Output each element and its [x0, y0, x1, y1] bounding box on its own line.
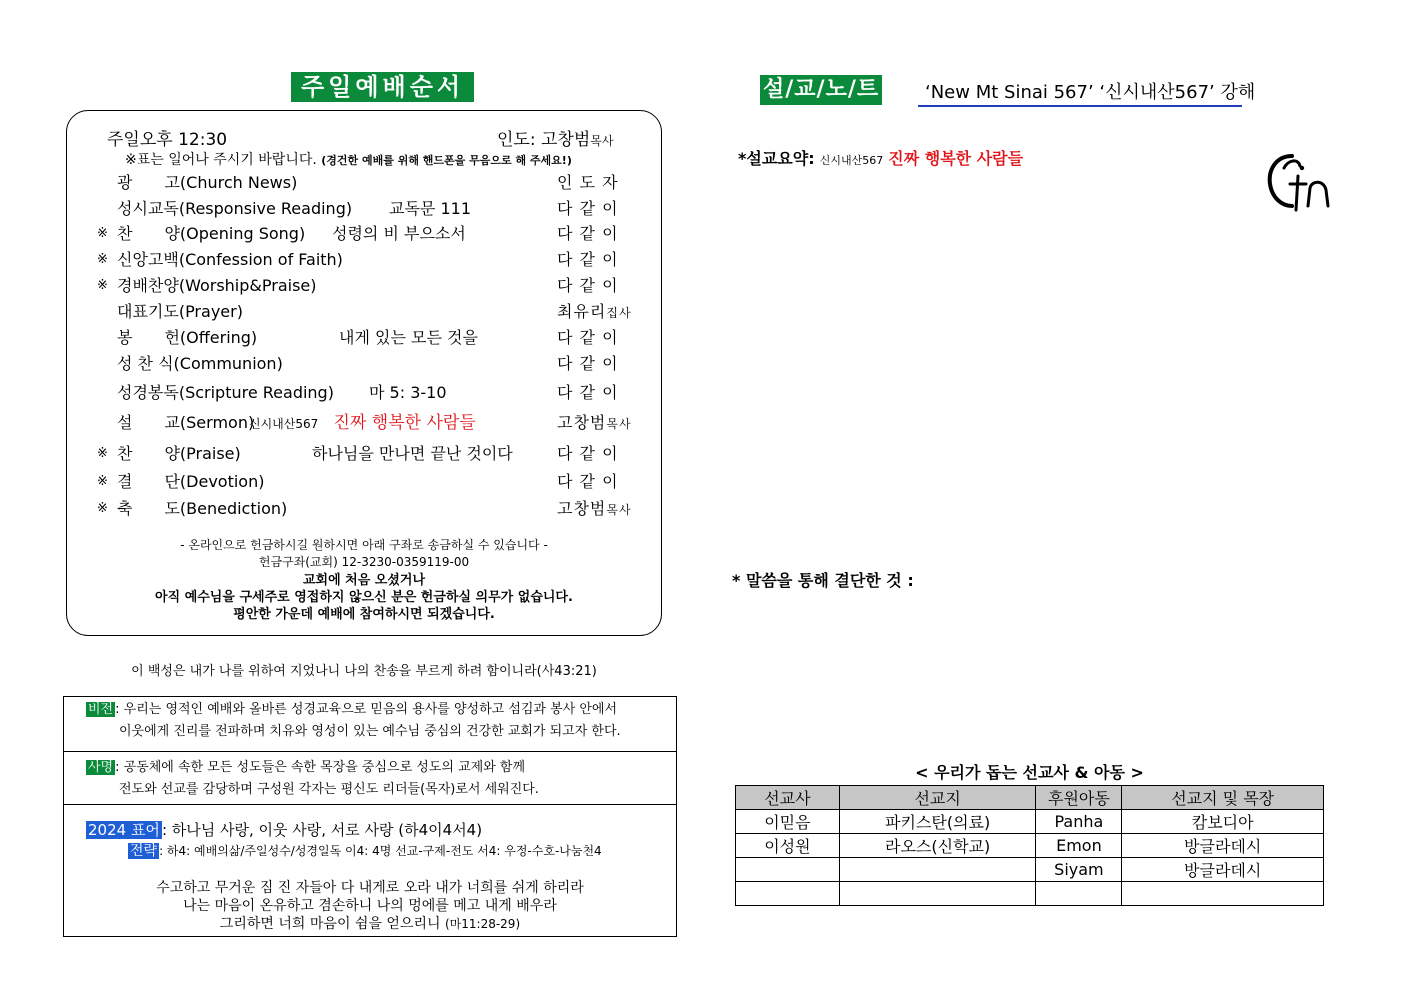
order-item-leader: 인 도 자	[557, 173, 619, 192]
sermon-title: 진짜 행복한 사람들	[333, 413, 476, 433]
order-item-leader: 다 같 이	[557, 224, 619, 243]
mission-tag: 사명	[88, 760, 114, 775]
order-item	[67, 197, 661, 221]
order-item	[67, 274, 661, 298]
order-item-detail: 성령의 비 부으소서	[332, 224, 466, 243]
table-row	[736, 834, 1324, 858]
order-item-label: 설 교(Sermon)	[117, 413, 255, 432]
standing-mark: ※	[97, 501, 108, 516]
order-item-leader: 고창범목사	[557, 413, 632, 432]
table-cell: Emon	[1036, 834, 1122, 858]
offering-account: 헌금구좌(교회) 12-3230-0359119-00	[258, 555, 470, 569]
welcome-line-3: 평안한 가운데 예배에 참여하시면 되겠습니다.	[233, 607, 495, 622]
standing-mark: ※	[97, 226, 108, 241]
order-of-service-box	[66, 110, 662, 636]
missions-title: < 우리가 돕는 선교사 & 아동 >	[915, 763, 1144, 782]
vision-tag: 비전	[88, 702, 114, 717]
sermon-summary: *설교요약: 신시내산567 진짜 행복한 사람들	[738, 149, 1024, 168]
order-item-label: 찬 양(Praise)	[117, 444, 241, 463]
order-item-label: 광 고(Church News)	[117, 173, 298, 192]
order-item	[67, 352, 661, 376]
vision-line-1: : 우리는 영적인 예배와 올바른 성경교육으로 믿음의 용사를 양성하고 섬김과 봉사 안에서	[115, 702, 618, 717]
table-cell: 캄보디아	[1122, 810, 1324, 834]
standing-notice: ※표는 일어나 주시기 바랍니다. (경건한 예배를 위해 핸드폰을 무음으로 해 주세요!)	[125, 152, 572, 168]
table-cell: 방글라데시	[1122, 834, 1324, 858]
order-item-leader: 고창범목사	[557, 499, 632, 518]
table-cell: 파키스탄(의료)	[839, 810, 1036, 834]
series-underline	[918, 105, 1242, 107]
theme-verse: 이 백성은 내가 나를 위하여 지었나니 나의 찬송을 부르게 하려 함이니라(사43:21)	[131, 664, 597, 679]
table-cell	[839, 858, 1036, 882]
table-header-row	[736, 786, 1324, 810]
vision-line-2: 이웃에게 진리를 전파하며 치유와 영성이 있는 예수님 중심의 건강한 교회가 되고자 한다.	[119, 724, 621, 739]
online-offering-note: - 온라인으로 헌금하시길 원하시면 아래 구좌로 송금하실 수 있습니다 -	[180, 538, 548, 552]
order-item-label: 성시교독(Responsive Reading)	[117, 199, 353, 218]
standing-mark: ※	[97, 252, 108, 267]
table-cell	[736, 858, 840, 882]
table-header-cell: 선교사	[736, 786, 840, 810]
order-item-leader: 최유리집사	[557, 302, 632, 321]
order-item	[67, 381, 661, 405]
order-item-label: 경배찬양(Worship&Praise)	[117, 276, 317, 295]
standing-mark: ※	[97, 278, 108, 293]
decision-label: * 말씀을 통해 결단한 것 :	[732, 571, 914, 590]
order-item	[67, 326, 661, 350]
standing-mark: ※	[97, 474, 108, 489]
table-row	[736, 858, 1324, 882]
table-cell: Siyam	[1036, 858, 1122, 882]
order-item-label: 성 찬 식(Communion)	[117, 354, 283, 373]
table-cell	[839, 882, 1036, 906]
sermon-series-small: 신시내산567	[249, 417, 319, 431]
table-cell	[1122, 882, 1324, 906]
order-item-label: 신앙고백(Confession of Faith)	[117, 250, 343, 269]
year-motto: 2024 표어 : 하나님 사랑, 이웃 사랑, 서로 사랑 (하4이4서4)	[88, 821, 483, 839]
order-item-label: 대표기도(Prayer)	[117, 302, 243, 321]
order-item	[67, 497, 661, 521]
order-item	[67, 442, 661, 466]
order-item-label: 성경봉독(Scripture Reading)	[117, 383, 334, 402]
table-cell: 이성원	[736, 834, 840, 858]
welcome-line-1: 교회에 처음 오셨거나	[302, 573, 426, 588]
service-time: 주일오후 12:30	[107, 130, 228, 150]
table-cell	[736, 882, 840, 906]
sermon-notes-title: 설/교/노/트	[760, 75, 882, 105]
order-item-leader: 다 같 이	[557, 472, 619, 491]
order-item	[67, 470, 661, 494]
order-item	[67, 248, 661, 272]
table-row	[736, 810, 1324, 834]
order-item-label: 봉 헌(Offering)	[117, 328, 258, 347]
table-row	[736, 882, 1324, 906]
table-header-cell: 후원아동	[1036, 786, 1122, 810]
welcome-line-2: 아직 예수님을 구세주로 영접하지 않으신 분은 헌금하실 의무가 없습니다.	[155, 590, 573, 605]
standing-mark: ※	[97, 446, 108, 461]
vision-mission-box	[63, 696, 677, 937]
order-item-leader: 다 같 이	[557, 328, 619, 347]
order-item-label: 찬 양(Opening Song)	[117, 224, 306, 243]
order-item-detail: 내게 있는 모든 것을	[339, 328, 478, 347]
table-cell: 라오스(신학교)	[839, 834, 1036, 858]
order-of-service-title: 주일예배순서	[291, 72, 474, 102]
order-item-leader: 다 같 이	[557, 354, 619, 373]
table-header-cell: 선교지 및 목장	[1122, 786, 1324, 810]
vision-section	[64, 697, 676, 752]
order-item-detail: 하나님을 만나면 끝난 것이다	[312, 444, 513, 463]
order-item-label: 축 도(Benediction)	[117, 499, 288, 518]
order-item-leader: 다 같 이	[557, 444, 619, 463]
order-item	[67, 411, 661, 435]
order-item	[67, 222, 661, 246]
strategy-line: 전략 : 하4: 예배의삶/주일성수/성경일독 이4: 4명 선교-구제-전도 서4: 우정-수호-나눔천4	[130, 843, 602, 859]
order-item-leader: 다 같 이	[557, 199, 619, 218]
mission-section	[64, 752, 676, 805]
order-item	[67, 300, 661, 324]
closing-verse: 수고하고 무거운 짐 진 자들아 다 내게로 오라 내가 너희를 쉬게 하리라 나는 마음이 온유하고 겸손하니 나의 멍에를 메고 내게 배우라 그리하면 너희 마음이 쉼을 얻으리니 (마11:28-29)	[156, 880, 584, 932]
strategy-tag: 전략	[130, 843, 158, 859]
order-item-detail: 교독문 111	[389, 199, 471, 218]
table-cell	[1036, 882, 1122, 906]
table-cell: Panha	[1036, 810, 1122, 834]
sermon-series-title: ‘New Mt Sinai 567’ ‘신시내산567’ 강해	[925, 82, 1256, 103]
order-item-leader: 다 같 이	[557, 276, 619, 295]
service-leader: 인도: 고창범목사	[497, 130, 614, 150]
table-cell: 방글라데시	[1122, 858, 1324, 882]
order-item-leader: 다 같 이	[557, 250, 619, 269]
table-cell: 이믿음	[736, 810, 840, 834]
mission-line-1: : 공동체에 속한 모든 성도들은 속한 목장을 중심으로 성도의 교제와 함께	[115, 760, 526, 775]
order-item-label: 결 단(Devotion)	[117, 472, 265, 491]
order-item	[67, 171, 661, 195]
missionaries-table	[735, 785, 1324, 906]
table-header-cell: 선교지	[839, 786, 1036, 810]
order-item-detail: 마 5: 3-10	[369, 383, 447, 402]
mission-line-2: 전도와 선교를 감당하며 구성원 각자는 평신도 리더들(목자)로서 세워진다.	[119, 782, 539, 797]
church-logo-icon	[1262, 150, 1334, 218]
order-item-leader: 다 같 이	[557, 383, 619, 402]
year-tag: 2024 표어	[88, 821, 160, 839]
